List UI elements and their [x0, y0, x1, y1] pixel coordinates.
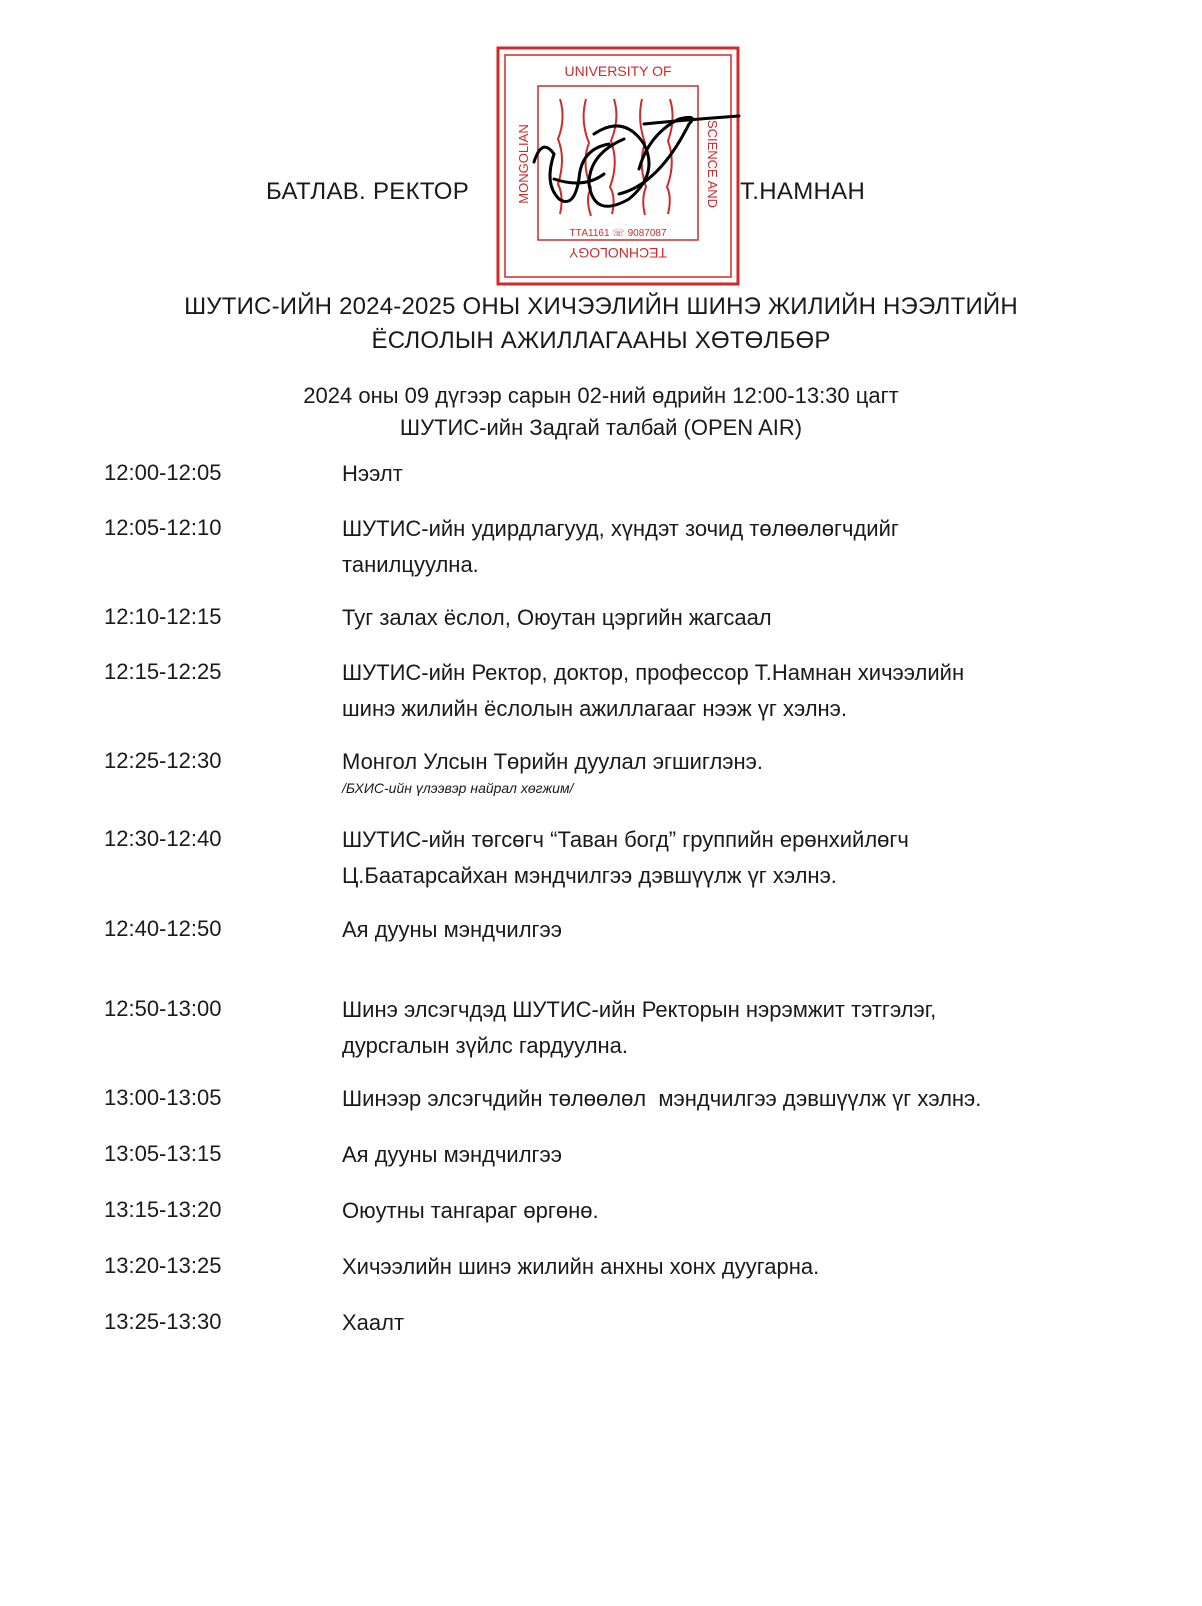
schedule-time: 12:00-12:05: [104, 460, 222, 485]
document-title: [0, 290, 1202, 358]
schedule-desc-line2: дурсгалын зүйлс гардуулна.: [342, 1033, 629, 1058]
stamp-right-text: SCIENCE AND: [705, 119, 720, 209]
stamp-top-text: UNIVERSITY OF: [564, 63, 672, 79]
schedule-desc: [342, 1305, 1132, 1341]
stamp-script-marks: [558, 99, 673, 216]
stamp-left-text: MONGOLIAN: [516, 124, 531, 204]
schedule-time: 12:25-12:30: [104, 748, 222, 773]
schedule-desc-line1: Хичээлийн шинэ жилийн анхны хонх дуугарна.: [342, 1254, 820, 1279]
schedule-time: 12:05-12:10: [104, 515, 222, 540]
event-location: ШУТИС-ийн Задгай талбай (OPEN AIR): [399, 415, 803, 440]
schedule-desc-line1: Шинэ элсэгчдэд ШУТИС-ийн Ректорын нэрэмжит тэтгэлэг,: [342, 997, 937, 1022]
schedule-time: 12:50-13:00: [104, 996, 222, 1021]
schedule-desc-line2: Ц.Баатарсайхан мэндчилгээ дэвшүүлж үг хэлнэ.: [342, 863, 837, 888]
schedule-desc-line1: Туг залах ёслол, Оюутан цэргийн жагсаал: [342, 605, 772, 630]
schedule-time: 12:15-12:25: [104, 659, 222, 684]
schedule-time: 13:15-13:20: [104, 1197, 222, 1222]
schedule-time: 12:10-12:15: [104, 604, 222, 629]
event-info: [0, 380, 1202, 444]
schedule-desc: [342, 511, 1132, 583]
schedule-desc: [342, 912, 1132, 948]
schedule-desc: [342, 1249, 1132, 1285]
university-seal-stamp: [494, 44, 744, 290]
event-date: 2024 оны 09 дүгээр сарын 02-ний өдрийн 12:00-13:30 цагт: [303, 383, 899, 408]
schedule-time: 12:40-12:50: [104, 916, 222, 941]
schedule-note: /БХИС-ийн үлээвэр найрал хөгжим/: [342, 780, 574, 796]
schedule-desc: [342, 992, 1132, 1064]
schedule-desc-line1: ШУТИС-ийн удирдлагууд, хүндэт зочид төлөөлөгчдийг: [342, 516, 899, 541]
schedule-desc: [342, 744, 1132, 780]
schedule-desc-line1: ШУТИС-ийн төгсөгч “Таван богд” группийн ерөнхийлөгч: [342, 827, 909, 852]
schedule-desc: [342, 655, 1132, 727]
stamp-code: ТТА1161 ☏ 9087087: [569, 228, 667, 239]
schedule-desc-line1: Нээлт: [342, 461, 403, 486]
schedule-desc-line2: шинэ жилийн ёслолын ажиллагааг нээж үг хэлнэ.: [342, 696, 848, 721]
schedule-time: 13:20-13:25: [104, 1253, 222, 1278]
schedule-desc: [342, 1193, 1132, 1229]
schedule-desc-line1: Хаалт: [342, 1310, 405, 1335]
schedule-desc: [342, 456, 1132, 492]
schedule-desc: [342, 1081, 1132, 1117]
schedule-desc-line1: Оюутны тангараг өргөнө.: [342, 1198, 599, 1223]
schedule-time: 13:00-13:05: [104, 1085, 222, 1110]
schedule-desc-line1: Ая дууны мэндчилгээ: [342, 917, 563, 942]
schedule-time: 13:05-13:15: [104, 1141, 222, 1166]
schedule-desc: [342, 1137, 1132, 1173]
schedule-desc-line2: танилцуулна.: [342, 552, 479, 577]
schedule-desc-line1: Ая дууны мэндчилгээ: [342, 1142, 563, 1167]
approval-label: БАТЛАВ. РЕКТОР: [266, 178, 470, 205]
schedule-desc: [342, 822, 1132, 894]
schedule-desc: [342, 600, 1132, 636]
title-line-2: ЁСЛОЛЫН АЖИЛЛАГААНЫ ХӨТӨЛБӨР: [371, 327, 831, 354]
schedule-desc-line1: Монгол Улсын Төрийн дуулал эгшиглэнэ.: [342, 749, 764, 774]
schedule-desc-line1: ШУТИС-ийн Ректор, доктор, профессор Т.Намнан хичээлийн: [342, 660, 965, 685]
schedule-time: 13:25-13:30: [104, 1309, 222, 1334]
rector-name: Т.НАМНАН: [740, 178, 866, 205]
schedule-time: 12:30-12:40: [104, 826, 222, 851]
schedule-desc-line1: Шинээр элсэгчдийн төлөөлөл мэндчилгээ дэвшүүлж үг хэлнэ.: [342, 1086, 982, 1111]
stamp-bottom-text: TECHNOLOGY: [568, 245, 668, 261]
title-line-1: ШУТИС-ИЙН 2024-2025 ОНЫ ХИЧЭЭЛИЙН ШИНЭ ЖИЛИЙН НЭЭЛТИЙН: [184, 293, 1018, 320]
